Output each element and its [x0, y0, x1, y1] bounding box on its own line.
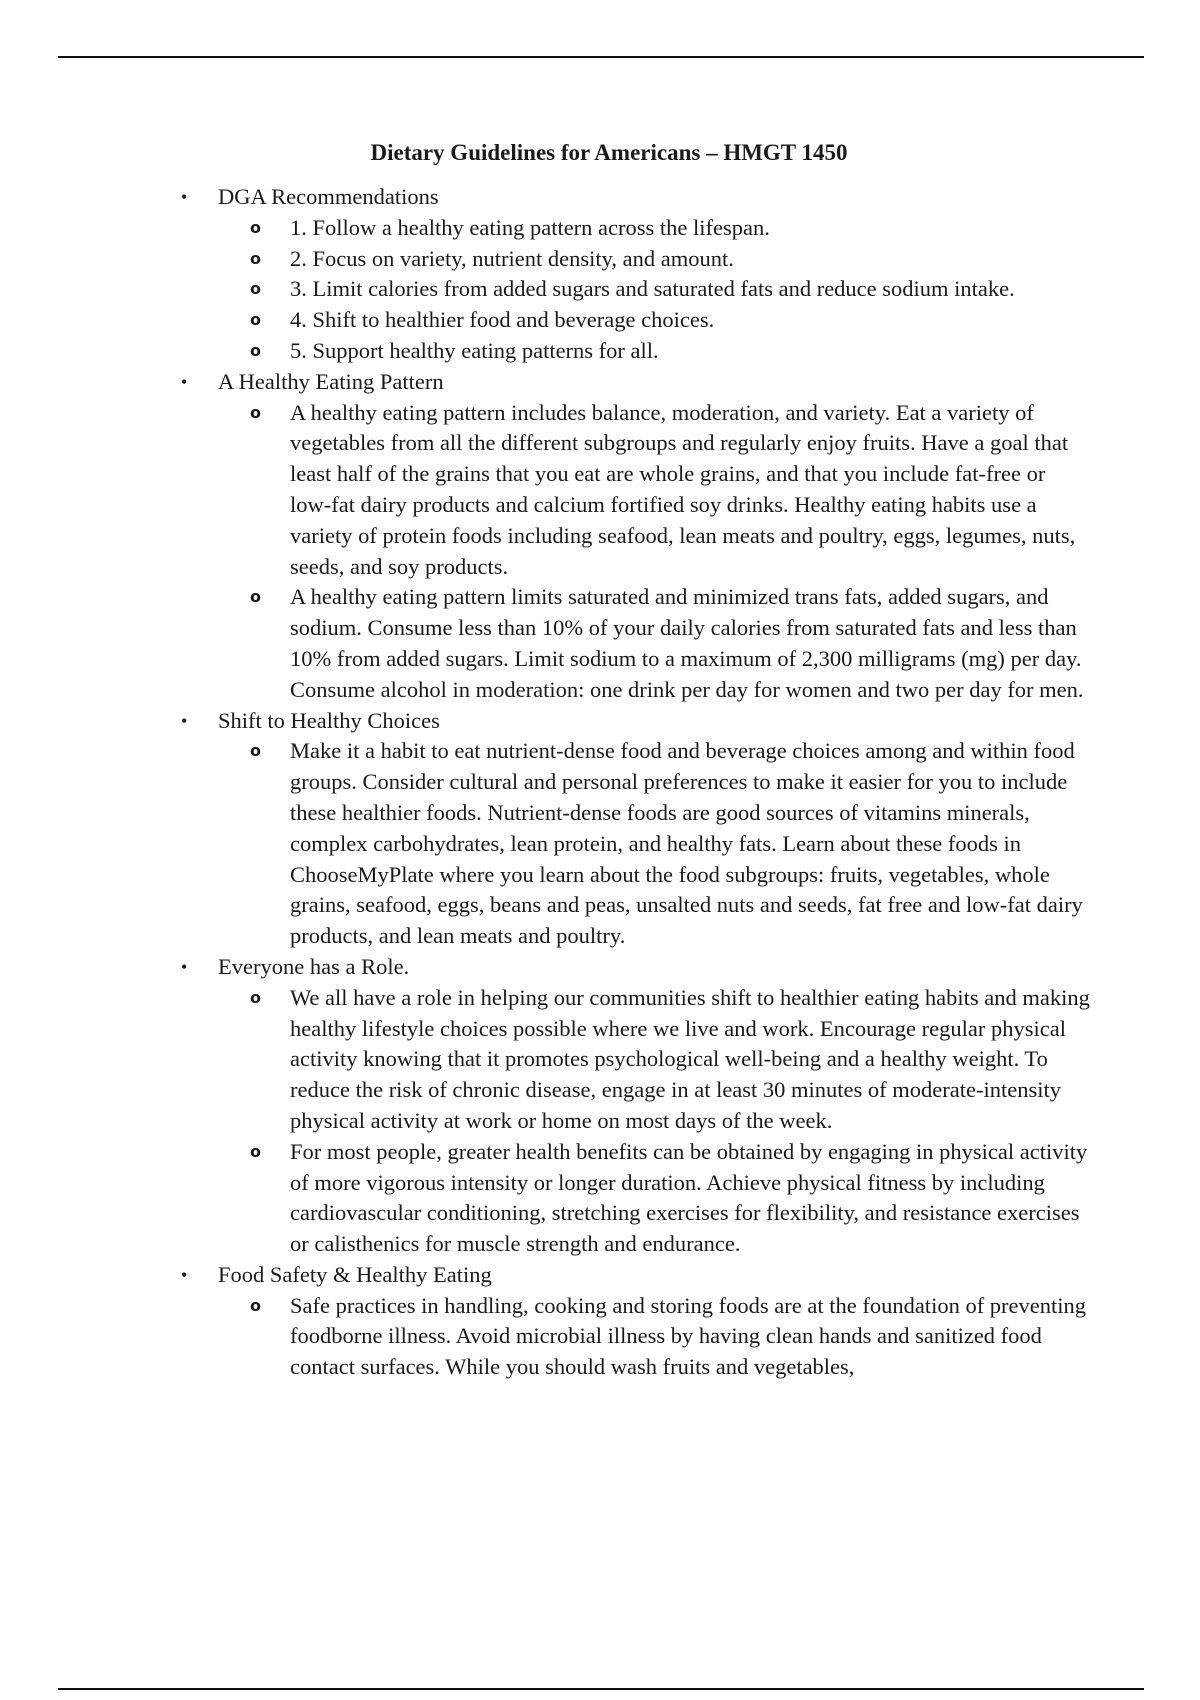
sub-item-text: A healthy eating pattern limits saturated and minimized trans fats, added sugars, and sodium. Consume less than 10% of your daily calories from saturated fats and less than 10% from added sugars. Limit sodium to a maximum of 2,300 milligrams (mg) per day. Consume alcohol in moderation: one drink per day for women and two per day for men.: [290, 584, 1084, 702]
section-item: [0, 367, 1200, 706]
circle-bullet-icon: o: [250, 587, 261, 607]
sub-item: [250, 213, 1090, 244]
bullet-icon: •: [181, 1264, 188, 1285]
top-rule: [58, 56, 1144, 58]
section-item: [0, 706, 1200, 952]
circle-bullet-icon: o: [250, 1141, 261, 1161]
sub-item-text: A healthy eating pattern includes balance, moderation, and variety. Eat a variety of vegetables from all the different subgroups and regularly enjoy fruits. Have a goal that least half of the grains that you eat are whole grains, and that you include fat-free or low-fat dairy products and calcium fortified soy drinks. Healthy eating habits use a variety of protein foods including seafood, lean meats and poultry, eggs, legumes, nuts, seeds, and soy products.: [290, 399, 1076, 579]
circle-bullet-icon: o: [250, 340, 261, 360]
circle-bullet-icon: o: [250, 741, 261, 761]
bullet-icon: •: [181, 956, 188, 977]
sub-item-text: Safe practices in handling, cooking and storing foods are at the foundation of preventing foodborne illness. Avoid microbial illness by having clean hands and sanitized food contact surfaces. While you should wash fruits and vegetables,: [290, 1292, 1087, 1380]
section-item: [0, 1260, 1200, 1383]
circle-bullet-icon: o: [250, 279, 261, 299]
sub-item: [250, 305, 1090, 336]
sub-item: [250, 398, 1090, 583]
sub-list: [218, 983, 1200, 1260]
sub-item: [250, 1137, 1090, 1260]
section-item: [0, 952, 1200, 1260]
bullet-icon: •: [181, 710, 188, 731]
sub-list: [218, 736, 1200, 952]
circle-bullet-icon: o: [250, 248, 261, 268]
sub-item: [250, 274, 1090, 305]
circle-bullet-icon: o: [250, 402, 261, 422]
circle-bullet-icon: o: [250, 310, 261, 330]
sub-item: [250, 244, 1090, 275]
sub-item: [250, 736, 1090, 952]
document-body: [0, 138, 1200, 1383]
sub-item-text: 4. Shift to healthier food and beverage choices.: [290, 307, 715, 333]
section-heading: Shift to Healthy Choices: [218, 707, 440, 733]
sub-item: [250, 336, 1090, 367]
sub-item-text: Make it a habit to eat nutrient-dense food and beverage choices among and within food groups. Consider cultural and personal preferences to make it easier for you to include these healthier foods. Nutrient-dense foods are good sources of vitamins minerals, complex carbohydrates, lean protein, and healthy fats. Learn about these foods in ChooseMyPlate where you learn about the food subgroups: fruits, vegetables, whole grains, seafood, eggs, beans and peas, unsalted nuts and seeds, fat free and low-fat dairy products, and lean meats and poultry.: [290, 738, 1083, 949]
sub-item-text: 3. Limit calories from added sugars and saturated fats and reduce sodium intake.: [290, 276, 1015, 302]
section-list: [0, 182, 1200, 1383]
sub-list: [218, 213, 1200, 367]
bullet-icon: •: [181, 371, 188, 392]
section-heading: Food Safety & Healthy Eating: [218, 1261, 492, 1287]
bullet-icon: •: [181, 187, 188, 207]
sub-item-text: We all have a role in helping our communities shift to healthier eating habits and making healthy lifestyle choices possible where we live and work. Encourage regular physical activity knowing that it promotes psychological well-being and a healthy weight. To reduce the risk of chronic disease, engage in at least 30 minutes of moderate-intensity physical activity at work or home on most days of the week.: [290, 984, 1090, 1133]
section-heading: DGA Recommendations: [218, 184, 439, 209]
sub-item: [250, 983, 1090, 1137]
sub-item-text: 1. Follow a healthy eating pattern across the lifespan.: [290, 214, 770, 240]
sub-item-text: For most people, greater health benefits can be obtained by engaging in physical activity of more vigorous intensity or longer duration. Achieve physical fitness by including cardiovascular conditioning, stretching exercises for flexibility, and resistance exercises or calisthenics for muscle strength and endurance.: [290, 1138, 1088, 1257]
sub-list: [218, 1291, 1200, 1383]
circle-bullet-icon: o: [250, 1295, 261, 1315]
section-item: [0, 182, 1200, 367]
circle-bullet-icon: o: [250, 987, 261, 1007]
circle-bullet-icon: o: [250, 217, 261, 237]
document-title: Dietary Guidelines for Americans – HMGT 1450: [370, 140, 848, 165]
sub-item: [250, 582, 1090, 705]
sub-item: [250, 1291, 1090, 1383]
bottom-rule: [58, 1688, 1144, 1690]
section-heading: Everyone has a Role.: [218, 953, 410, 979]
sub-item-text: 5. Support healthy eating patterns for all.: [290, 337, 659, 363]
sub-item-text: 2. Focus on variety, nutrient density, and amount.: [290, 245, 734, 271]
section-heading: A Healthy Eating Pattern: [218, 368, 444, 394]
sub-list: [218, 398, 1200, 706]
